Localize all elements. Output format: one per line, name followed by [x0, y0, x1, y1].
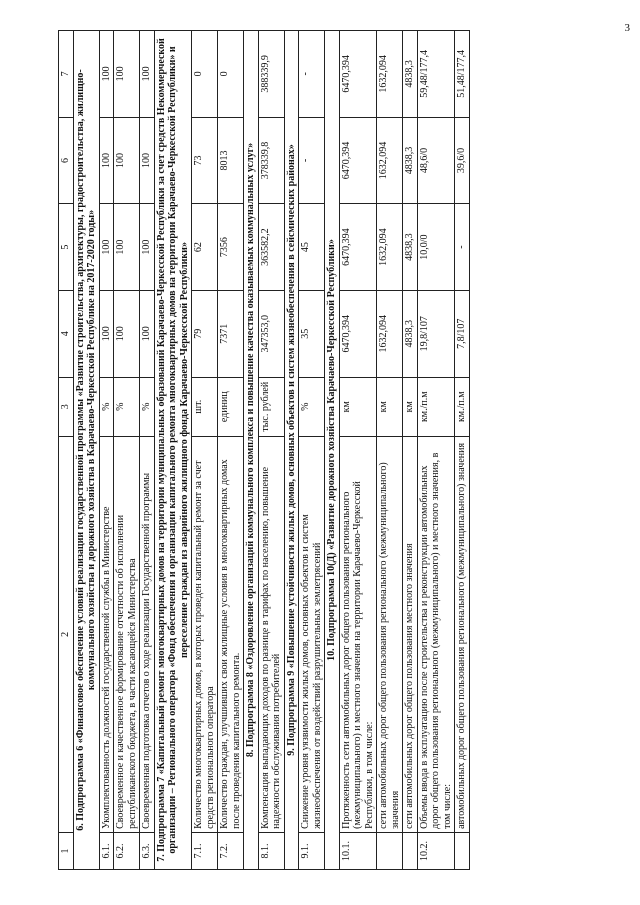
indicator-table: [58, 30, 470, 870]
value-cell: 0: [218, 31, 244, 118]
indicator-name: Компенсация выпадающих доходов по разнице в тарифах по населению, повышение надежности обслуживания потребителей: [258, 436, 284, 832]
header-cell: 4: [59, 290, 74, 377]
row-number: [455, 832, 470, 869]
value-cell: 4838,3: [403, 31, 418, 118]
value-cell: 62: [192, 204, 218, 291]
value-cell: 35: [299, 290, 325, 377]
table-row: [258, 31, 284, 870]
indicator-name: Снижение уровня уязвимости жилых домов, основных объектов и систем жизнеобеспечения от воздействий разрушительных землетрясений: [299, 436, 325, 832]
value-cell: 6470,394: [339, 117, 377, 204]
table-row: [140, 31, 155, 870]
value-cell: 378339,8: [258, 117, 284, 204]
value-cell: 100: [140, 204, 155, 291]
row-number: 6.2.: [114, 832, 140, 869]
unit-cell: %: [114, 377, 140, 436]
unit-cell: %: [299, 377, 325, 436]
unit-cell: тыс. рублей: [258, 377, 284, 436]
value-cell: 1632,094: [377, 117, 403, 204]
value-cell: 100: [140, 31, 155, 118]
value-cell: 73: [192, 117, 218, 204]
indicator-name: Количество граждан, улучшивших свои жилищные условия в многоквартирных домах после проведения капитального ремонта.: [218, 436, 244, 832]
value-cell: 39,6/0: [455, 117, 470, 204]
value-cell: 100: [99, 290, 114, 377]
section-title: 7. Подпрограмма 7 «Капитальный ремонт многоквартирных домов на территории муниципальных образований Карачаево-Черкесской Республики за счет средств Некоммерческой организации – Регионального оператора «Фонд обеспечения и организации капитального ремонта многоквартирных домов на территории Карачаево-Черкесской Республики» и переселение граждан из аварийного жилищного фонда Карачаево-Черкесской Республики»: [154, 31, 192, 870]
value-cell: 6470,394: [339, 31, 377, 118]
indicator-name: Своевременное и качественное формирование отчетности об исполнении республиканского бюджета, в части касающейся Министерства: [114, 436, 140, 832]
value-cell: 79: [192, 290, 218, 377]
value-cell: 1632,094: [377, 204, 403, 291]
value-cell: 6470,394: [339, 290, 377, 377]
unit-cell: км./п.м: [455, 377, 470, 436]
value-cell: 100: [114, 31, 140, 118]
indicator-name: сети автомобильных дорог общего пользования регионального (межмуниципального) значения: [377, 436, 403, 832]
table-row: [455, 31, 470, 870]
unit-cell: единиц: [218, 377, 244, 436]
value-cell: 8013: [218, 117, 244, 204]
row-number: 7.1.: [192, 832, 218, 869]
row-number: 6.1.: [99, 832, 114, 869]
value-cell: 10,0/0: [417, 204, 455, 291]
section-title: 6. Подпрограмма 6 «Финансовое обеспечение условий реализации государственной программы «Развитие строительства, архитектуры, градостроительства, жилищно-коммунального хозяйства и дорожного хозяйства в Карачаево-Черкесской Республике на 2017-2020 годы»: [73, 31, 99, 870]
row-number: 10.2.: [417, 832, 455, 869]
indicator-name: автомобильных дорог общего пользования регионального (межмуниципального) значения: [455, 436, 470, 832]
value-cell: -: [299, 117, 325, 204]
row-number: 8.1.: [258, 832, 284, 869]
value-cell: 51,48/177,4: [455, 31, 470, 118]
value-cell: 59,48/177,4: [417, 31, 455, 118]
table-row: [192, 31, 218, 870]
section-row: [284, 31, 299, 870]
value-cell: 347353,0: [258, 290, 284, 377]
table-row: [299, 31, 325, 870]
table-body: [59, 31, 470, 870]
indicator-name: Количество многоквартирных домов, в которых проведен капитальный ремонт за счет средств регионального оператора: [192, 436, 218, 832]
value-cell: 100: [114, 117, 140, 204]
value-cell: 100: [140, 290, 155, 377]
value-cell: 388339,9: [258, 31, 284, 118]
value-cell: 19,8/107: [417, 290, 455, 377]
value-cell: 48,6/0: [417, 117, 455, 204]
header-cell: 2: [59, 436, 74, 832]
value-cell: 7,8/107: [455, 290, 470, 377]
table-row: [417, 31, 455, 870]
row-number: 10.1.: [339, 832, 377, 869]
table-row: [339, 31, 377, 870]
header-cell: 6: [59, 117, 74, 204]
value-cell: 100: [99, 31, 114, 118]
page-number: 3: [624, 22, 630, 34]
value-cell: 100: [99, 204, 114, 291]
indicator-name: Объемы ввода в эксплуатацию после строительства и реконструкции автомобильных дорог общего пользования регионального (межмуниципального) и местного значения, в том числе:: [417, 436, 455, 832]
section-row: [244, 31, 259, 870]
value-cell: 100: [114, 204, 140, 291]
value-cell: 7371: [218, 290, 244, 377]
indicator-name: Своевременная подготовка отчетов о ходе реализации Государственной программы: [140, 436, 155, 832]
indicator-name: Укомплектованность должностей государственной службы в Министерстве: [99, 436, 114, 832]
row-number: 9.1.: [299, 832, 325, 869]
section-row: [154, 31, 192, 870]
header-row: [59, 31, 74, 870]
header-cell: 3: [59, 377, 74, 436]
section-title: 8. Подпрограмма 8 «Оздоровление организаций коммунального комплекса и повышение качества оказываемых коммунальных услуг»: [244, 31, 259, 870]
unit-cell: шт.: [192, 377, 218, 436]
value-cell: 0: [192, 31, 218, 118]
value-cell: 1632,094: [377, 290, 403, 377]
header-cell: 1: [59, 832, 74, 869]
value-cell: 6470,394: [339, 204, 377, 291]
table-row: [99, 31, 114, 870]
unit-cell: км: [377, 377, 403, 436]
row-number: [403, 832, 418, 869]
section-row: [73, 31, 99, 870]
value-cell: 100: [140, 117, 155, 204]
unit-cell: км: [339, 377, 377, 436]
value-cell: 4838,3: [403, 290, 418, 377]
section-title: 10. Подпрограмма 10(Д) «Развитие дорожного хозяйства Карачаево-Черкесской Республики»: [325, 31, 340, 870]
unit-cell: км./п.м: [417, 377, 455, 436]
table-row: [403, 31, 418, 870]
value-cell: -: [455, 204, 470, 291]
table-row: [377, 31, 403, 870]
unit-cell: км: [403, 377, 418, 436]
unit-cell: %: [99, 377, 114, 436]
row-number: 7.2.: [218, 832, 244, 869]
table-row: [218, 31, 244, 870]
row-number: [377, 832, 403, 869]
table-row: [114, 31, 140, 870]
header-cell: 7: [59, 31, 74, 118]
value-cell: 4838,3: [403, 204, 418, 291]
section-title: 9. Подпрограмма 9 «Повышение устойчивости жилых домов, основных объектов и систем жизнеобеспечения в сейсмических районах»: [284, 31, 299, 870]
value-cell: 45: [299, 204, 325, 291]
value-cell: 4838,3: [403, 117, 418, 204]
unit-cell: %: [140, 377, 155, 436]
indicator-table-container: [58, 30, 588, 870]
section-row: [325, 31, 340, 870]
value-cell: -: [299, 31, 325, 118]
row-number: 6.3.: [140, 832, 155, 869]
indicator-name: сети автомобильных дорог общего пользования местного значения: [403, 436, 418, 832]
header-cell: 5: [59, 204, 74, 291]
indicator-name: Протяженность сети автомобильных дорог общего пользования регионального (межмуниципального) и местного значения на территории Карачаево-Черкесской Республики, в том числе:: [339, 436, 377, 832]
value-cell: 363582,2: [258, 204, 284, 291]
value-cell: 1632,094: [377, 31, 403, 118]
value-cell: 7356: [218, 204, 244, 291]
value-cell: 100: [99, 117, 114, 204]
value-cell: 100: [114, 290, 140, 377]
